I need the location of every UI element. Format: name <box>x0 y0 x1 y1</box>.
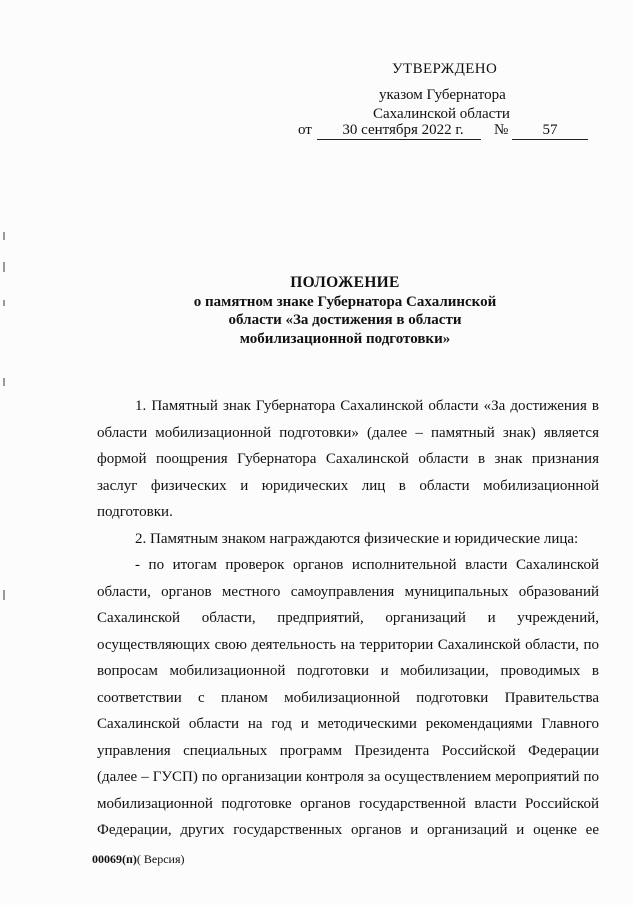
approval-date-row <box>298 121 598 141</box>
scan-mark <box>3 378 5 386</box>
approval-region: Сахалинской области <box>373 106 510 122</box>
paragraph-2-line: 2. Памятным знаком награждаются физические и юридические лица: <box>135 530 579 547</box>
scan-mark <box>3 262 5 272</box>
title-line-3: мобилизационной подготовки» <box>239 330 451 347</box>
document-title <box>140 274 550 348</box>
paragraph-3-line: мобилизационной подготовке органов государственной власти Российской <box>97 795 599 812</box>
paragraph-1-line: заслуг физических и юридических лиц в области мобилизационной <box>97 477 599 494</box>
approval-by: указом Губернатора <box>379 87 506 103</box>
paragraph-3-line: (далее – ГУСП) по организации контроля за осуществлением мероприятий по <box>97 769 599 785</box>
scan-mark <box>3 232 5 240</box>
number-prefix: № <box>494 122 509 138</box>
paragraph-3-line: вопросам мобилизационной подготовки и мобилизации, проводимых в <box>97 663 599 679</box>
date-field <box>317 121 481 140</box>
paragraph-1-line: области мобилизационной подготовки» (далее – памятный знак) является <box>97 424 599 441</box>
document-body <box>97 393 599 844</box>
paragraph-3-line: управления специальных программ Президента Российской Федерации <box>97 742 599 759</box>
scan-mark <box>3 590 5 600</box>
approval-block <box>0 0 633 150</box>
footer-code: 00069(п) <box>92 852 137 866</box>
paragraph-1-line: формой поощрения Губернатора Сахалинской области в знак признания <box>97 451 599 467</box>
paragraph-3-line: Федерации, других государственных органов и организаций и оценке ее <box>97 822 599 838</box>
paragraph-3-line: Сахалинской области, предприятий, организаций и учреждений, <box>97 610 599 626</box>
approval-title: УТВЕРЖДЕНО <box>392 61 498 77</box>
title-line-2: области «За достижения в области <box>228 312 462 328</box>
scan-mark <box>3 300 5 306</box>
paragraph-3-line: области, органов местного самоуправления муниципальных образований <box>97 583 599 600</box>
number-value: 57 <box>512 121 588 140</box>
date-value: 30 сентября 2022 г. <box>342 122 464 138</box>
document-footer <box>92 852 185 866</box>
footer-version: ( Версия) <box>136 852 185 866</box>
paragraph-3-line: Сахалинской области на год и методическими рекомендациями Главного <box>97 716 599 732</box>
title-line-1: о памятном знаке Губернатора Сахалинской <box>193 293 497 310</box>
paragraph-1-line: подготовки. <box>97 504 173 520</box>
paragraph-3-line: осуществляющих свою деятельность на территории Сахалинской области, по <box>97 636 599 653</box>
paragraph-3-line: - по итогам проверок органов исполнительной власти Сахалинской <box>135 557 599 573</box>
paragraph-1-line: 1. Памятный знак Губернатора Сахалинской области «За достижения в <box>135 398 599 414</box>
date-prefix: от <box>298 122 312 138</box>
title-main: ПОЛОЖЕНИЕ <box>290 274 400 291</box>
paragraph-3-line: соответствии с планом мобилизационной подготовки Правительства <box>97 689 599 706</box>
